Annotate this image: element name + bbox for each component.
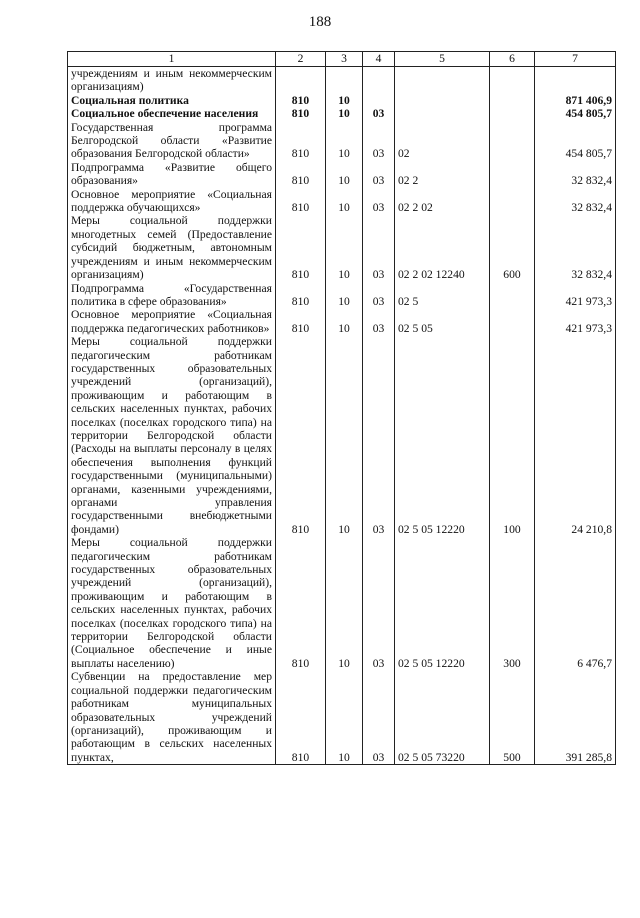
row-target-article: 02 2 (395, 161, 490, 188)
row-admin-code: 810 (276, 94, 326, 107)
row-admin-code: 810 (276, 161, 326, 188)
row-name: Основное мероприятие «Социальная поддержка обучающихся» (68, 188, 276, 215)
row-name: Субвенции на предоставление мер социальной поддержки педагогическим работникам муниципальных образовательных учреждений (организаций), проживающим и работающим в сельских населенных пунктах, (68, 670, 276, 764)
row-admin-code: 810 (276, 214, 326, 281)
row-subsection: 03 (363, 107, 395, 120)
row-expense-type (490, 282, 535, 309)
row-subsection: 03 (363, 121, 395, 161)
row-section: 10 (326, 121, 363, 161)
row-subsection: 03 (363, 282, 395, 309)
row-target-article: 02 5 (395, 282, 490, 309)
row-name: Государственная программа Белгородской области «Развитие образования Белгородской области» (68, 121, 276, 161)
row-subsection: 03 (363, 308, 395, 335)
row-amount: 454 805,7 (535, 107, 616, 120)
row-amount: 24 210,8 (535, 335, 616, 536)
header-col-4: 4 (363, 52, 395, 67)
table-row (68, 121, 616, 161)
header-col-2: 2 (276, 52, 326, 67)
row-target-article (395, 107, 490, 120)
row-name: Подпрограмма «Государственная политика в сфере образования» (68, 282, 276, 309)
row-section: 10 (326, 282, 363, 309)
row-subsection: 03 (363, 335, 395, 536)
row-admin-code: 810 (276, 107, 326, 120)
table-row (68, 335, 616, 536)
row-subsection: 03 (363, 188, 395, 215)
table-row (68, 161, 616, 188)
header-col-7: 7 (535, 52, 616, 67)
row-expense-type: 500 (490, 670, 535, 764)
row-amount: 32 832,4 (535, 188, 616, 215)
row-admin-code: 810 (276, 536, 326, 670)
row-expense-type (490, 107, 535, 120)
budget-table (67, 51, 616, 765)
table-row (68, 670, 616, 764)
row-amount: 391 285,8 (535, 670, 616, 764)
row-expense-type: 100 (490, 335, 535, 536)
row-subsection: 03 (363, 536, 395, 670)
row-admin-code: 810 (276, 282, 326, 309)
row-subsection (363, 94, 395, 107)
row-amount (535, 67, 616, 94)
table-row (68, 107, 616, 120)
row-expense-type (490, 161, 535, 188)
row-admin-code: 810 (276, 335, 326, 536)
row-amount: 454 805,7 (535, 121, 616, 161)
row-target-article: 02 5 05 12220 (395, 335, 490, 536)
row-name: Основное мероприятие «Социальная поддержка педагогических работников» (68, 308, 276, 335)
row-expense-type (490, 94, 535, 107)
table-row (68, 308, 616, 335)
row-expense-type (490, 188, 535, 215)
table-row (68, 536, 616, 670)
header-col-3: 3 (326, 52, 363, 67)
row-expense-type: 600 (490, 214, 535, 281)
row-target-article: 02 5 05 (395, 308, 490, 335)
page-number: 188 (308, 14, 332, 30)
row-name: Меры социальной поддержки педагогическим работникам государственных образовательных учреждений (организаций), проживающим и работающим в сельских населенных пунктах, рабочих поселках (поселках городского типа) на территории Белгородской области (Расходы на выплаты персоналу в целях обеспечения выполнения функций государственными (муниципальными) органами, казенными учреждениями, органами управления государственными внебюджетными фондами) (68, 335, 276, 536)
row-section (326, 67, 363, 94)
row-section: 10 (326, 107, 363, 120)
row-name: Меры социальной поддержки педагогическим работникам государственных образовательных учреждений (организаций), проживающим и работающим в сельских населенных пунктах, рабочих поселках (поселках городского типа) на территории Белгородской области (Социальное обеспечение и иные выплаты населению) (68, 536, 276, 670)
row-name: учреждениям и иным некоммерческим организациям) (68, 67, 276, 94)
row-section: 10 (326, 94, 363, 107)
row-section: 10 (326, 214, 363, 281)
row-subsection (363, 67, 395, 94)
row-amount: 421 973,3 (535, 282, 616, 309)
row-subsection: 03 (363, 214, 395, 281)
row-section: 10 (326, 670, 363, 764)
header-col-5: 5 (395, 52, 490, 67)
row-admin-code (276, 67, 326, 94)
table-row (68, 94, 616, 107)
row-section: 10 (326, 161, 363, 188)
row-expense-type (490, 67, 535, 94)
table-row (68, 67, 616, 94)
row-target-article: 02 5 05 12220 (395, 536, 490, 670)
row-target-article: 02 (395, 121, 490, 161)
row-expense-type: 300 (490, 536, 535, 670)
row-amount: 421 973,3 (535, 308, 616, 335)
row-admin-code: 810 (276, 670, 326, 764)
row-target-article (395, 67, 490, 94)
row-target-article (395, 94, 490, 107)
row-name: Социальная политика (68, 94, 276, 107)
row-target-article: 02 5 05 73220 (395, 670, 490, 764)
row-admin-code: 810 (276, 121, 326, 161)
table-row (68, 188, 616, 215)
row-amount: 871 406,9 (535, 94, 616, 107)
row-name: Подпрограмма «Развитие общего образования» (68, 161, 276, 188)
header-col-6: 6 (490, 52, 535, 67)
row-admin-code: 810 (276, 308, 326, 335)
row-subsection: 03 (363, 670, 395, 764)
row-target-article: 02 2 02 12240 (395, 214, 490, 281)
row-section: 10 (326, 536, 363, 670)
row-admin-code: 810 (276, 188, 326, 215)
table-header (68, 52, 616, 67)
row-expense-type (490, 308, 535, 335)
row-name: Социальное обеспечение населения (68, 107, 276, 120)
row-target-article: 02 2 02 (395, 188, 490, 215)
table-row (68, 282, 616, 309)
row-amount: 32 832,4 (535, 214, 616, 281)
table-row (68, 214, 616, 281)
row-amount: 6 476,7 (535, 536, 616, 670)
row-amount: 32 832,4 (535, 161, 616, 188)
row-expense-type (490, 121, 535, 161)
row-subsection: 03 (363, 161, 395, 188)
row-section: 10 (326, 188, 363, 215)
table-body (68, 67, 616, 765)
row-section: 10 (326, 308, 363, 335)
header-col-1: 1 (68, 52, 276, 67)
row-name: Меры социальной поддержки многодетных семей (Предоставление субсидий бюджетным, автономным учреждениям и иным некоммерческим организациям) (68, 214, 276, 281)
row-section: 10 (326, 335, 363, 536)
